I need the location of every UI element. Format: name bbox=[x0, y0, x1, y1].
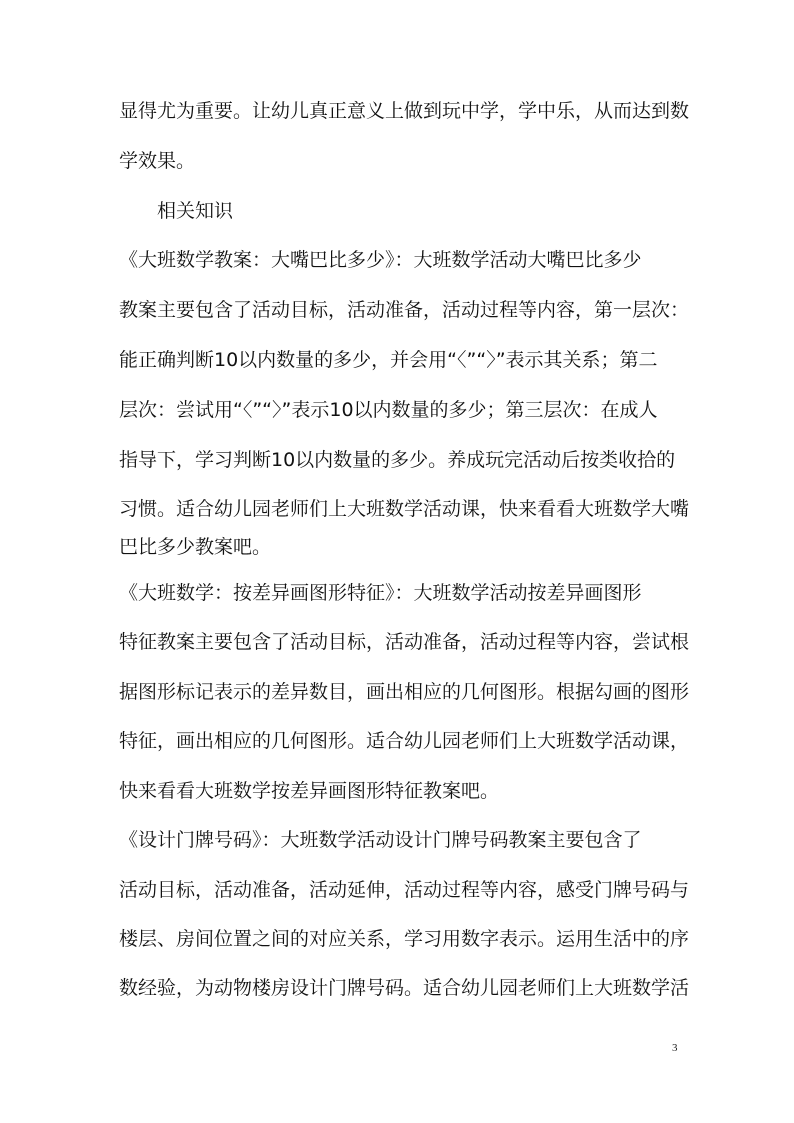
text-line-15: 快来看看大班数学按差异画图形特征教案吧。 bbox=[119, 780, 500, 802]
text-line-5: 教案主要包含了活动目标，活动准备，活动过程等内容，第一层次： bbox=[119, 299, 690, 321]
text-line-18: 楼层、房间位置之间的对应关系，学习用数字表示。运用生活中的序 bbox=[119, 928, 690, 950]
text-line-13: 据图形标记表示的差异数目，画出相应的几何图形。根据勾画的图形 bbox=[119, 681, 690, 703]
text-line-19: 数经验，为动物楼房设计门牌号码。适合幼儿园老师们上大班数学活 bbox=[119, 977, 690, 999]
text-line-7: 层次：尝试用“〈”“〉”表示10以内数量的多少；第三层次：在成人 bbox=[119, 399, 658, 421]
text-line-6: 能正确判断10以内数量的多少，并会用“〈”“〉”表示其关系；第二 bbox=[119, 349, 658, 371]
text-line-14: 特征，画出相应的几何图形。适合幼儿园老师们上大班数学活动课， bbox=[119, 730, 690, 752]
text-line-11: 《大班数学：按差异画图形特征》：大班数学活动按差异画图形 bbox=[119, 582, 642, 604]
text-line-10: 巴比多少教案吧。 bbox=[119, 536, 272, 558]
page-number: 3 bbox=[672, 1042, 678, 1054]
text-line-1: 显得尤为重要。让幼儿真正意义上做到玩中学，学中乐，从而达到数 bbox=[119, 100, 690, 122]
text-line-9: 习惯。适合幼儿园老师们上大班数学活动课，快来看看大班数学大嘴 bbox=[119, 498, 690, 520]
text-line-17: 活动目标，活动准备，活动延伸，活动过程等内容，感受门牌号码与 bbox=[119, 879, 690, 901]
text-line-8: 指导下，学习判断10以内数量的多少。养成玩完活动后按类收拾的 bbox=[119, 449, 676, 471]
text-line-4: 《大班数学教案：大嘴巴比多少》：大班数学活动大嘴巴比多少 bbox=[119, 249, 642, 271]
section-heading: 相关知识 bbox=[157, 200, 234, 222]
text-line-12: 特征教案主要包含了活动目标，活动准备，活动过程等内容，尝试根 bbox=[119, 631, 690, 653]
text-line-16: 《设计门牌号码》：大班数学活动设计门牌号码教案主要包含了 bbox=[119, 829, 642, 851]
text-line-2: 学效果。 bbox=[119, 150, 196, 172]
